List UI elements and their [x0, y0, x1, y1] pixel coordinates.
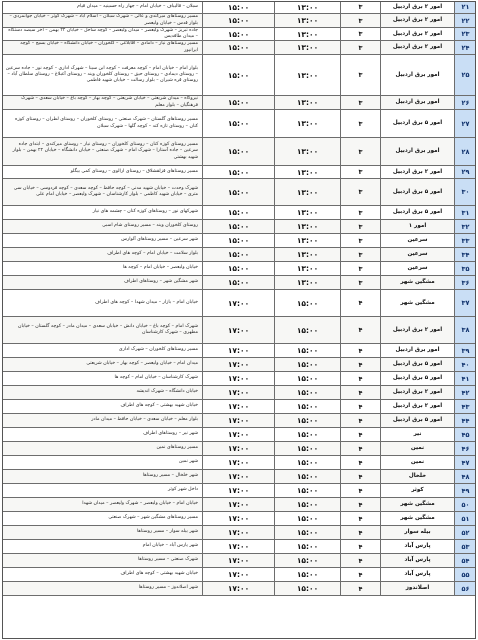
row-group-code: ۴	[340, 400, 380, 413]
table-row	[2, 442, 476, 456]
row-city: امور ۵ برق اردبیل	[380, 372, 454, 385]
row-city: امور ۱	[380, 220, 454, 233]
row-end-time: ۱۷:۰۰	[202, 358, 274, 371]
row-areas: شهرکهای نور – روستاهای کوزه کنان – چشمه های نیار	[92, 209, 198, 215]
row-end-time: ۱۵:۰۰	[202, 41, 274, 54]
row-areas: شهر سرعین – مسیر روستاهای آلوارس	[121, 237, 198, 243]
row-areas: خیابان امام – بازار – میدان شهدا – کوچه های اطراف	[95, 299, 198, 305]
row-end-time: ۱۷:۰۰	[202, 442, 274, 455]
table-row	[2, 28, 476, 41]
row-start-time: ۱۵:۰۰	[274, 290, 340, 316]
row-end-time: ۱۵:۰۰	[202, 206, 274, 219]
row-end-time: ۱۷:۰۰	[202, 554, 274, 567]
row-number: ۴۸	[454, 470, 476, 483]
row-end-time: ۱۷:۰۰	[202, 344, 274, 357]
row-city: امور ۲ برق اردبیل	[380, 14, 454, 27]
row-number: ۵۵	[454, 568, 476, 581]
row-start-time: ۱۳:۰۰	[274, 138, 340, 165]
row-areas: شهر پارس آباد – خیابان امام	[142, 543, 198, 549]
row-group-code: ۴	[340, 428, 380, 441]
row-end-time: ۱۵:۰۰	[202, 1, 274, 13]
row-end-time: ۱۷:۰۰	[202, 290, 274, 316]
row-group-code: ۳	[340, 110, 380, 137]
row-number: ۲۴	[454, 41, 476, 54]
row-number: ۳۵	[454, 262, 476, 275]
row-areas: شهر نیر – روستاهای اطراف	[143, 431, 198, 437]
row-group-code: ۳	[340, 55, 380, 95]
row-end-time: ۱۷:۰۰	[202, 498, 274, 511]
row-areas: شهرک وحدت – خیابان شهید مدنی – کوچه حافظ – کوچه سعدی – کوچه فردوسی – خیابان سی متری – خیابان شهید کاظمی – بلوار کارشناسان – شهرک ولیعصر – خیابان امام علی	[13, 185, 198, 197]
row-group-code: ۴	[340, 414, 380, 427]
row-group-code: ۳	[340, 220, 380, 233]
row-city: امور ۵ برق اردبیل	[380, 206, 454, 219]
row-areas: سبلان – قالیباف – خیابان امام – جهار راه حسینیه – میدان قیام	[77, 3, 198, 9]
row-start-time: ۱۵:۰۰	[274, 512, 340, 525]
row-city: پارس آباد	[380, 568, 454, 581]
row-number: ۳۴	[454, 248, 476, 261]
row-group-code: ۳	[340, 138, 380, 165]
table-row	[2, 414, 476, 428]
row-start-time: ۱۵:۰۰	[274, 484, 340, 497]
row-group-code: ۴	[340, 540, 380, 553]
table-row	[2, 179, 476, 206]
row-start-time: ۱۵:۰۰	[274, 568, 340, 581]
row-start-time: ۱۵:۰۰	[274, 456, 340, 469]
row-number: ۵۱	[454, 512, 476, 525]
row-number: ۴۷	[454, 456, 476, 469]
row-group-code: ۳	[340, 234, 380, 247]
row-group-code: ۳	[340, 276, 380, 289]
row-end-time: ۱۷:۰۰	[202, 428, 274, 441]
table-row	[2, 512, 476, 526]
row-start-time: ۱۳:۰۰	[274, 262, 340, 275]
table-row	[2, 166, 476, 179]
row-number: ۴۹	[454, 484, 476, 497]
row-end-time: ۱۷:۰۰	[202, 540, 274, 553]
row-end-time: ۱۷:۰۰	[202, 456, 274, 469]
table-row	[2, 540, 476, 554]
table-row	[2, 1, 476, 14]
row-end-time: ۱۷:۰۰	[202, 400, 274, 413]
row-city: سرعین	[380, 262, 454, 275]
row-end-time: ۱۵:۰۰	[202, 166, 274, 178]
row-city: پارس آباد	[380, 540, 454, 553]
row-areas: مسیر روستاهای کلخوران – شهرک اداری	[118, 347, 198, 353]
row-number: ۳۱	[454, 206, 476, 219]
row-number: ۲۳	[454, 28, 476, 40]
table-row	[2, 386, 476, 400]
row-start-time: ۱۳:۰۰	[274, 28, 340, 40]
row-group-code: ۴	[340, 526, 380, 539]
row-start-time: ۱۳:۰۰	[274, 96, 340, 109]
row-city: مشگین شهر	[380, 512, 454, 525]
row-city: امور ۲ برق اردبیل	[380, 166, 454, 178]
table-row	[2, 110, 476, 138]
row-start-time: ۱۵:۰۰	[274, 498, 340, 511]
row-group-code: ۳	[340, 262, 380, 275]
row-group-code: ۳	[340, 14, 380, 27]
row-start-time: ۱۳:۰۰	[274, 55, 340, 95]
row-group-code: ۴	[340, 568, 380, 581]
row-group-code: ۴	[340, 290, 380, 316]
row-areas: خیابان دانشگاه – شهرک اندیشه	[136, 389, 198, 395]
table-row	[2, 96, 476, 110]
row-end-time: ۱۵:۰۰	[202, 110, 274, 137]
row-group-code: ۴	[340, 582, 380, 595]
row-areas: مسیر روستاهای میرکندی و عالی – شهرک سبلان – اسلام آباد – شهرک کوثر – خیابان جوانمردی – بلوار قدس – خیابان ولیعصر	[9, 14, 198, 26]
row-group-code: ۳	[340, 1, 380, 13]
row-end-time: ۱۵:۰۰	[202, 96, 274, 109]
row-areas: خیابان ولیعصر – خیابان امام – کوچه ها	[122, 265, 198, 271]
table-row	[2, 55, 476, 96]
row-city: سرعین	[380, 234, 454, 247]
row-start-time: ۱۵:۰۰	[274, 317, 340, 343]
row-group-code: ۴	[340, 344, 380, 357]
row-number: ۲۵	[454, 55, 476, 95]
row-group-code: ۳	[340, 41, 380, 54]
row-city: امور ۲ برق اردبیل	[380, 28, 454, 40]
row-areas: بلوار سلامت – خیابان امام – کوچه های اطراف	[107, 251, 198, 257]
row-end-time: ۱۷:۰۰	[202, 582, 274, 595]
row-number: ۳۳	[454, 234, 476, 247]
row-city: نیر	[380, 428, 454, 441]
row-areas: نیروگاه – میدان شریعتی – خیابان شریعتی – کوچه بهار – کوچه باغ – خیابان سعدی – شهرک فرهنگیان – بلوار معلم	[21, 96, 198, 108]
row-start-time: ۱۳:۰۰	[274, 1, 340, 13]
row-end-time: ۱۷:۰۰	[202, 414, 274, 427]
table-row	[2, 526, 476, 540]
row-city: امور ۲ برق اردبیل	[380, 1, 454, 13]
row-number: ۴۱	[454, 372, 476, 385]
row-areas: خیابان شهید بهشتی – کوچه های اطراف	[120, 571, 198, 577]
row-city: سرعین	[380, 248, 454, 261]
table-row	[2, 568, 476, 582]
row-group-code: ۴	[340, 512, 380, 525]
row-city: مشگین شهر	[380, 276, 454, 289]
row-city: کوثر	[380, 484, 454, 497]
row-areas: بلوار معلم – خیابان سعدی – خیابان حافظ – میدان مادر	[91, 417, 198, 423]
row-city: امور برق اردبیل	[380, 55, 454, 95]
row-areas: مسیر روستاهای قزلقشلاق – روستای ارالوی – روستای کمی بیگلو	[70, 168, 198, 174]
row-end-time: ۱۵:۰۰	[202, 28, 274, 40]
row-number: ۵۴	[454, 554, 476, 567]
row-areas: شهرک امام – کوچه باغ – خیابان دانش – خیابان سعدی – میدان مادر – کوچه گلستان – خیابان مطهری – شهرک کارشناسان	[18, 323, 198, 335]
row-start-time: ۱۵:۰۰	[274, 344, 340, 357]
table-row	[2, 14, 476, 28]
row-areas: بلوار امام – خیابان امام – کوچه معرفت – کوچه ابن سینا – شهرک اداری – کوچه نور – جاده سرعین – روستای دیمادی – روستای حیق – روستای کلخوران ویند – روستای آغبلاغ – روستای سلطان آباد – روستای قره شیران – بلوار رسالت – خیابان شهید فاطمی	[5, 65, 198, 84]
row-areas: خیابان شهید بهشتی – کوچه های اطراف	[120, 403, 198, 409]
row-start-time: ۱۵:۰۰	[274, 442, 340, 455]
table-row	[2, 428, 476, 442]
table-row	[2, 138, 476, 166]
row-end-time: ۱۵:۰۰	[202, 138, 274, 165]
row-areas: شهر مشگین شهر – روستاهای اطراف	[123, 279, 198, 285]
table-row	[2, 220, 476, 234]
row-areas: جاده تبریز – شهرک ولیعصر – میدان ولیعصر – کوچه ساحل – خیابان ۲۲ بهمن – آخر سیصد دستگاه – میدان طاقدیس	[8, 28, 198, 39]
row-city: مشگین شهر	[380, 498, 454, 511]
row-end-time: ۱۵:۰۰	[202, 248, 274, 261]
row-end-time: ۱۵:۰۰	[202, 234, 274, 247]
row-start-time: ۱۳:۰۰	[274, 179, 340, 205]
table-row	[2, 372, 476, 386]
row-areas: شهر نمین	[178, 459, 198, 465]
table-row	[2, 456, 476, 470]
row-number: ۵۰	[454, 498, 476, 511]
table-row	[2, 41, 476, 55]
row-number: ۲۲	[454, 14, 476, 27]
row-group-code: ۴	[340, 554, 380, 567]
row-start-time: ۱۳:۰۰	[274, 248, 340, 261]
row-areas: مسیر روستاهای گلستان – شهرک صنعتی – روستای کلخوران – روستای لطران – روستای کوزه کنان – روستای تازه کند – کوچه گلها – شهرک سبلان	[14, 117, 198, 129]
table-row	[2, 344, 476, 358]
row-start-time: ۱۳:۰۰	[274, 110, 340, 137]
row-areas: مسیر روستاهای مشگین شهر – شهرک صنعتی	[108, 515, 198, 521]
row-number: ۵۲	[454, 526, 476, 539]
row-number: ۳۹	[454, 344, 476, 357]
row-start-time: ۱۵:۰۰	[274, 372, 340, 385]
row-city: امور ۵ برق اردبیل	[380, 414, 454, 427]
row-end-time: ۱۵:۰۰	[202, 262, 274, 275]
row-group-code: ۳	[340, 166, 380, 178]
row-group-code: ۳	[340, 28, 380, 40]
row-start-time: ۱۳:۰۰	[274, 234, 340, 247]
row-areas: میدان امام – خیابان ولیعصر – کوچه بهار – خیابان شریعتی	[86, 361, 198, 367]
row-city: مشگین شهر	[380, 290, 454, 316]
row-city: امور برق اردبیل	[380, 96, 454, 109]
row-areas: داخل شهر کوثر	[167, 487, 198, 493]
row-areas: روستای کلخوران ویند – مسیر روستای شام اسبی	[102, 223, 198, 229]
row-start-time: ۱۳:۰۰	[274, 14, 340, 27]
row-start-time: ۱۵:۰۰	[274, 582, 340, 595]
row-end-time: ۱۷:۰۰	[202, 568, 274, 581]
row-number: ۲۶	[454, 96, 476, 109]
row-number: ۵۳	[454, 540, 476, 553]
row-number: ۳۲	[454, 220, 476, 233]
row-group-code: ۴	[340, 442, 380, 455]
row-start-time: ۱۵:۰۰	[274, 470, 340, 483]
row-city: امور ۲ برق اردبیل	[380, 400, 454, 413]
row-number: ۲۷	[454, 110, 476, 137]
row-areas: شهر بیله سوار – مسیر روستاها	[136, 529, 198, 535]
row-areas: خیابان امام – خیابان ولیعصر – شهرک ولیعصر – میدان شهدا	[82, 501, 198, 507]
row-areas: شهر اصلاندوز – مسیر روستاها	[138, 585, 198, 591]
row-number: ۳۷	[454, 290, 476, 316]
row-group-code: ۴	[340, 470, 380, 483]
row-city: پارس آباد	[380, 554, 454, 567]
table-row	[2, 276, 476, 290]
table-row	[2, 484, 476, 498]
row-group-code: ۳	[340, 206, 380, 219]
row-number: ۲۹	[454, 166, 476, 178]
table-row	[2, 234, 476, 248]
row-start-time: ۱۵:۰۰	[274, 554, 340, 567]
row-end-time: ۱۵:۰۰	[202, 276, 274, 289]
outage-schedule-table	[2, 1, 476, 639]
row-start-time: ۱۳:۰۰	[274, 166, 340, 178]
row-city: امور ۲ برق اردبیل	[380, 386, 454, 399]
row-city: اصلاندوز	[380, 582, 454, 595]
table-row	[2, 248, 476, 262]
row-group-code: ۴	[340, 484, 380, 497]
row-city: امور ۵ برق اردبیل	[380, 358, 454, 371]
row-end-time: ۱۷:۰۰	[202, 470, 274, 483]
row-city: خلخال	[380, 470, 454, 483]
row-group-code: ۳	[340, 96, 380, 109]
row-city: امور برق اردبیل	[380, 138, 454, 165]
row-start-time: ۱۳:۰۰	[274, 276, 340, 289]
table-row	[2, 290, 476, 317]
row-number: ۲۱	[454, 1, 476, 13]
row-end-time: ۱۵:۰۰	[202, 55, 274, 95]
row-areas: شهر خلخال – مسیر روستاها	[142, 473, 198, 479]
row-group-code: ۳	[340, 248, 380, 261]
row-city: امور ۵ برق اردبیل	[380, 110, 454, 137]
row-start-time: ۱۵:۰۰	[274, 526, 340, 539]
row-start-time: ۱۳:۰۰	[274, 220, 340, 233]
table-row	[2, 206, 476, 220]
row-group-code: ۴	[340, 456, 380, 469]
row-group-code: ۳	[340, 179, 380, 205]
row-areas: مسیر روستاهای نمین	[156, 445, 198, 451]
row-number: ۳۰	[454, 179, 476, 205]
row-end-time: ۱۷:۰۰	[202, 317, 274, 343]
row-end-time: ۱۷:۰۰	[202, 386, 274, 399]
row-start-time: ۱۵:۰۰	[274, 400, 340, 413]
row-number: ۴۵	[454, 428, 476, 441]
table-row	[2, 317, 476, 344]
row-start-time: ۱۵:۰۰	[274, 386, 340, 399]
row-group-code: ۴	[340, 386, 380, 399]
row-group-code: ۴	[340, 372, 380, 385]
row-areas: مسیر روستاهای نیار – دامادی – آقابلاغی – کلخوران – خیابان دانشگاه – خیابان بسیج – کوچه ایرانپور	[20, 41, 198, 53]
row-end-time: ۱۷:۰۰	[202, 526, 274, 539]
row-start-time: ۱۵:۰۰	[274, 540, 340, 553]
row-end-time: ۱۷:۰۰	[202, 372, 274, 385]
row-start-time: ۱۵:۰۰	[274, 358, 340, 371]
table-row	[2, 358, 476, 372]
row-end-time: ۱۵:۰۰	[202, 220, 274, 233]
row-city: امور ۵ برق اردبیل	[380, 179, 454, 205]
table-row	[2, 400, 476, 414]
table-row	[2, 470, 476, 484]
row-areas: شهرک کارشناسان – خیابان امام – کوچه ها	[114, 375, 198, 381]
row-number: ۲۸	[454, 138, 476, 165]
table-row	[2, 498, 476, 512]
row-end-time: ۱۷:۰۰	[202, 484, 274, 497]
row-end-time: ۱۵:۰۰	[202, 179, 274, 205]
row-start-time: ۱۳:۰۰	[274, 41, 340, 54]
row-city: امور ۲ برق اردبیل	[380, 41, 454, 54]
row-areas: شهرک صنعتی – مسیر روستاها	[137, 557, 198, 563]
row-start-time: ۱۵:۰۰	[274, 428, 340, 441]
row-number: ۴۶	[454, 442, 476, 455]
row-number: ۳۸	[454, 317, 476, 343]
table-row	[2, 582, 476, 596]
row-number: ۵۶	[454, 582, 476, 595]
row-city: امور برق اردبیل	[380, 344, 454, 357]
row-group-code: ۴	[340, 317, 380, 343]
row-city: بیله سوار	[380, 526, 454, 539]
table-row	[2, 554, 476, 568]
row-end-time: ۱۵:۰۰	[202, 14, 274, 27]
table-row	[2, 262, 476, 276]
row-number: ۴۴	[454, 414, 476, 427]
row-end-time: ۱۷:۰۰	[202, 512, 274, 525]
row-number: ۳۶	[454, 276, 476, 289]
row-city: نمین	[380, 456, 454, 469]
row-areas: مسیر روستای کوزه کنان – روستای کلخوران – روستای نیار – روستای میرکندی – ابتدای جاده سرعین – جاده آستارا – شهرک امام – شهرک صنعتی – خیابان دانشگاه – خیابان ۲۲ بهمن – بلوار شهید بهشتی	[12, 142, 198, 160]
row-number: ۴۰	[454, 358, 476, 371]
row-start-time: ۱۳:۰۰	[274, 206, 340, 219]
row-number: ۴۳	[454, 400, 476, 413]
row-start-time: ۱۵:۰۰	[274, 414, 340, 427]
row-group-code: ۴	[340, 498, 380, 511]
row-city: نمین	[380, 442, 454, 455]
row-group-code: ۴	[340, 358, 380, 371]
row-number: ۴۲	[454, 386, 476, 399]
row-city: امور ۲ برق اردبیل	[380, 317, 454, 343]
